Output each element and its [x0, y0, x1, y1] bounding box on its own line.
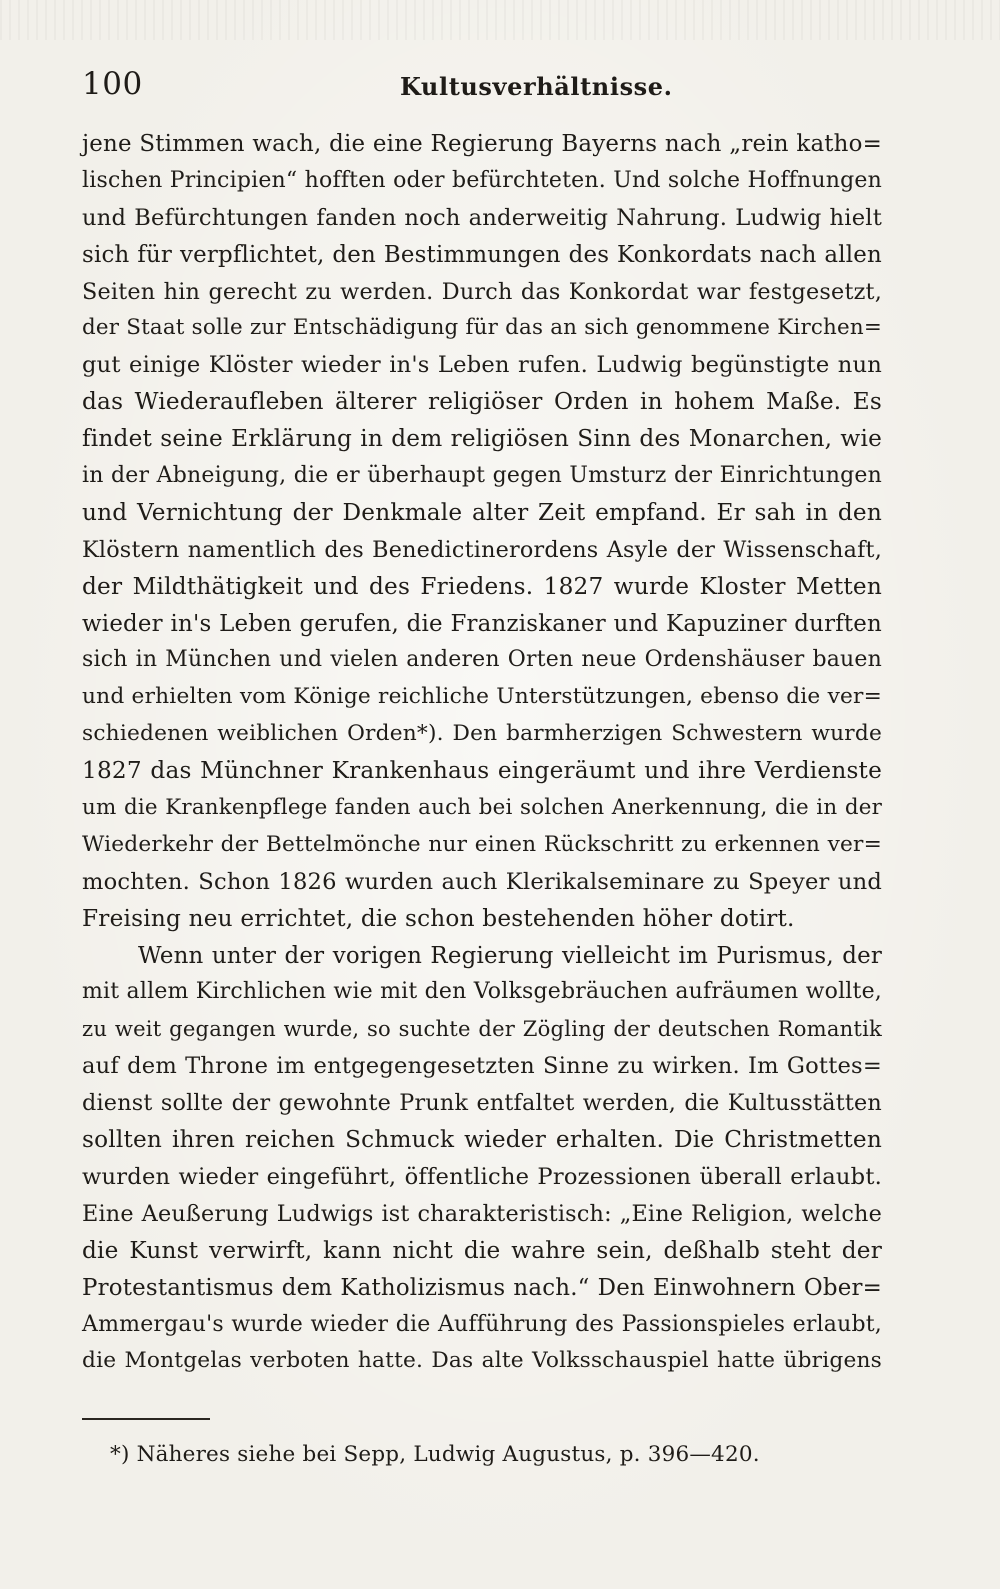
- text-line: um die Krankenpflege fanden auch bei solchen Anerkennung, die in der: [82, 795, 882, 821]
- text-line: auf dem Throne im entgegengesetzten Sinne zu wirken. Im Gottes=: [82, 1053, 882, 1080]
- text-line: dienst sollte der gewohnte Prunk entfaltet werden, die Kultusstätten: [82, 1090, 882, 1117]
- paragraph-end-line: Freising neu errichtet, die schon bestehenden höher dotirt.: [82, 904, 795, 932]
- text-line: sich für verpflichtet, den Bestimmungen des Konkordats nach allen: [82, 241, 882, 268]
- footnote: *) Näheres siehe bei Sepp, Ludwig Augustus, p. 396—420.: [110, 1442, 760, 1467]
- text-line: schiedenen weiblichen Orden*). Den barmherzigen Schwestern wurde: [82, 721, 882, 747]
- scan-edge-noise: [0, 0, 1000, 40]
- text-line: und Vernichtung der Denkmale alter Zeit empfand. Er sah in den: [82, 498, 882, 526]
- body-text: [82, 126, 882, 1380]
- text-line: gut einige Klöster wieder in's Leben rufen. Ludwig begünstigte nun: [82, 352, 882, 379]
- text-line: Klöstern namentlich des Benedictinerordens Asyle der Wissenschaft,: [82, 536, 882, 563]
- text-line: zu weit gegangen wurde, so suchte der Zögling der deutschen Romantik: [82, 1016, 882, 1042]
- text-line: findet seine Erklärung in dem religiösen Sinn des Monarchen, wie: [82, 425, 882, 453]
- running-head: Kultusverhältnisse.: [400, 72, 673, 101]
- text-line: Seiten hin gerecht zu werden. Durch das Konkordat war festgesetzt,: [82, 278, 882, 305]
- paragraph-start-line: Wenn unter der vorigen Regierung vielleicht im Purismus, der: [138, 942, 882, 969]
- text-line: Wiederkehr der Bettelmönche nur einen Rückschritt zu erkennen ver=: [82, 831, 882, 857]
- text-line: der Staat solle zur Entschädigung für das an sich genommene Kirchen=: [82, 315, 882, 341]
- text-line: sich in München und vielen anderen Orten neue Ordenshäuser bauen: [82, 647, 882, 673]
- text-line: in der Abneigung, die er überhaupt gegen Umsturz der Einrichtungen: [82, 463, 882, 489]
- text-line: das Wiederaufleben älterer religiöser Orden in hohem Maße. Es: [82, 388, 882, 416]
- footnote-rule: [82, 1418, 210, 1420]
- text-line: mochten. Schon 1826 wurden auch Klerikalseminare zu Speyer und: [82, 868, 882, 895]
- text-line: 1827 das Münchner Krankenhaus eingeräumt und ihre Verdienste: [82, 757, 882, 785]
- text-line: die Kunst verwirft, kann nicht die wahre sein, deßhalb steht der: [82, 1236, 882, 1264]
- text-line: die Montgelas verboten hatte. Das alte Volksschauspiel hatte übrigens: [82, 1348, 882, 1374]
- text-line: Ammergau's wurde wieder die Aufführung des Passionspieles erlaubt,: [82, 1311, 882, 1337]
- text-line: wurden wieder eingeführt, öffentliche Prozessionen überall erlaubt.: [82, 1163, 882, 1190]
- text-line: und erhielten vom Könige reichliche Unterstützungen, ebenso die ver=: [82, 684, 882, 710]
- text-line: und Befürchtungen fanden noch anderweitig Nahrung. Ludwig hielt: [82, 204, 882, 231]
- text-line: mit allem Kirchlichen wie mit den Volksgebräuchen aufräumen wollte,: [82, 979, 882, 1005]
- text-line: Eine Aeußerung Ludwigs ist charakteristisch: „Eine Religion, welche: [82, 1200, 882, 1227]
- page-number: 100: [82, 66, 143, 102]
- text-line: wieder in's Leben gerufen, die Franziskaner und Kapuziner durften: [82, 610, 882, 637]
- text-line: jene Stimmen wach, die eine Regierung Bayerns nach „rein katho=: [82, 131, 882, 157]
- text-line: lischen Principien“ hofften oder befürchteten. Und solche Hoffnungen: [82, 167, 882, 193]
- text-line: Protestantismus dem Katholizismus nach.“ Den Einwohnern Ober=: [82, 1274, 882, 1301]
- text-line: der Mildthätigkeit und des Friedens. 1827 wurde Kloster Metten: [82, 572, 882, 600]
- text-line: sollten ihren reichen Schmuck wieder erhalten. Die Christmetten: [82, 1126, 882, 1154]
- page-header: [82, 66, 882, 106]
